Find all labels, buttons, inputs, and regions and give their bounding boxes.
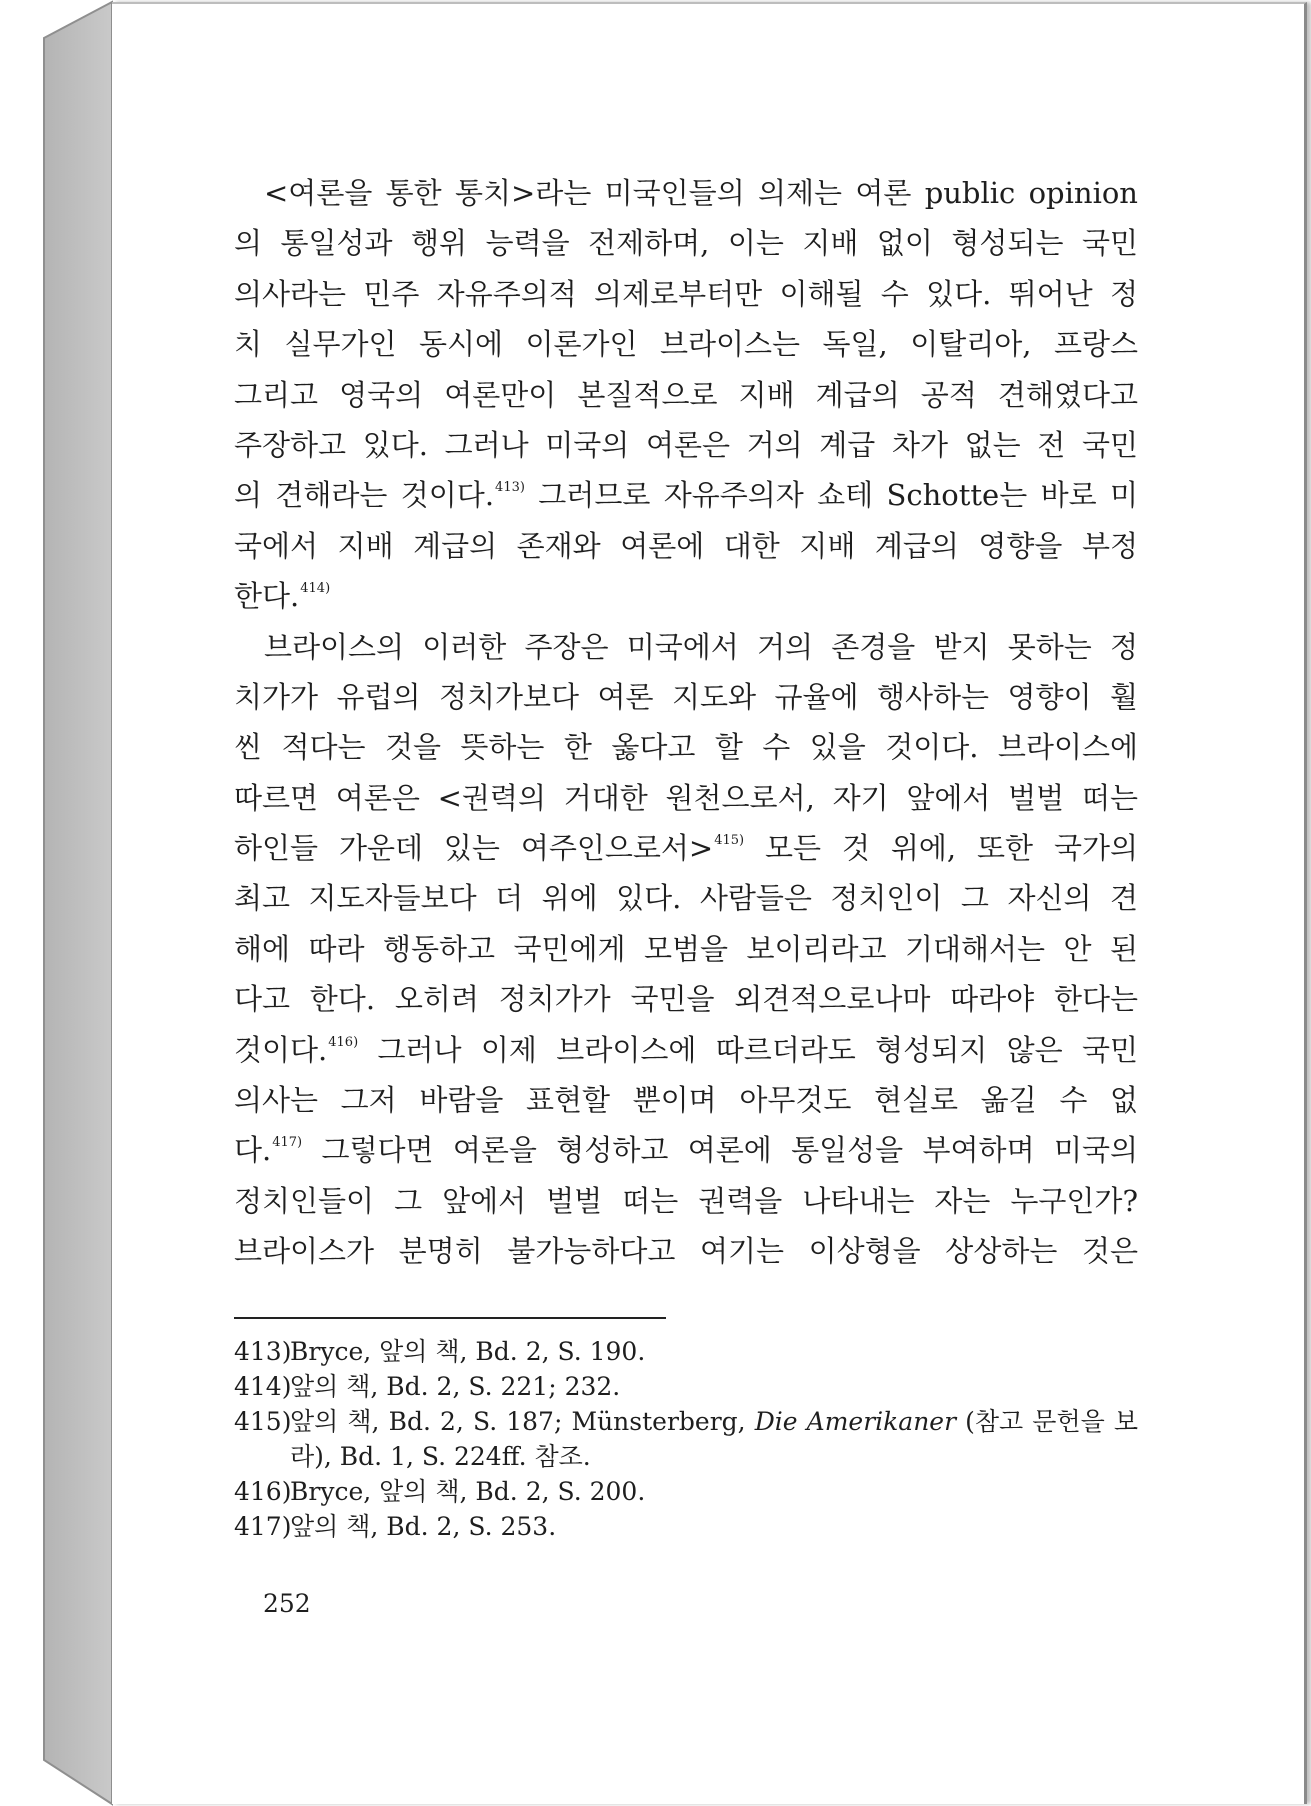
footnote-number: 416) <box>234 1477 292 1506</box>
text-segment: 한다. <box>234 579 300 614</box>
footnote-text: 라), Bd. 1, S. 224ff. 참조. <box>290 1442 591 1471</box>
text-line: 다고 한다. 오히려 정치가가 국민을 외견적으로나마 따라야 한다는 <box>234 982 1138 1017</box>
text-line <box>234 571 1138 621</box>
text-line: 최고 지도자들보다 더 위에 있다. 사람들은 정치인이 그 자신의 견 <box>234 881 1138 916</box>
footnote-416 <box>234 1474 1138 1509</box>
footnote-book-title: Die Amerikaner <box>754 1407 957 1436</box>
footnote-number: 413) <box>234 1337 292 1366</box>
text-line: 의사는 그저 바람을 표현할 뿐이며 아무것도 현실로 옮길 수 없 <box>234 1083 1138 1118</box>
text-line: 브라이스의 이러한 주장은 미국에서 거의 존경을 받지 못하는 정 <box>264 629 1138 664</box>
footnote-divider <box>234 1317 666 1319</box>
text-segment: 그러므로 자유주의자 쇼테 Schotte는 바로 미 <box>524 478 1138 513</box>
footnote-number: 417) <box>234 1512 292 1541</box>
footnote-ref-416: 416) <box>328 1034 359 1050</box>
text-line: 의사라는 민주 자유주의적 의제로부터만 이해될 수 있다. 뛰어난 정 <box>234 276 1138 311</box>
text-line <box>234 1025 1138 1075</box>
text-segment: 그러나 이제 브라이스에 따르더라도 형성되지 않은 국민 <box>358 1032 1138 1067</box>
page-number: 252 <box>263 1589 311 1618</box>
footnotes <box>234 1334 1138 1544</box>
footnote-text: (참고 문헌을 보 <box>956 1407 1138 1436</box>
footnote-text: 앞의 책, Bd. 2, S. 253. <box>290 1512 557 1541</box>
text-segment: 하인들 가운데 있는 여주인으로서> <box>234 831 714 866</box>
text-segment: 그렇다면 여론을 형성하고 여론에 통일성을 부여하며 미국의 <box>302 1133 1138 1168</box>
footnote-number: 414) <box>234 1372 292 1401</box>
text-line: <여론을 통한 통치>라는 미국인들의 의제는 여론 public opinion <box>264 176 1138 210</box>
footnote-415-continuation <box>234 1439 1138 1474</box>
footnote-413 <box>234 1334 1138 1369</box>
text-line <box>234 823 1138 873</box>
footnote-415 <box>234 1404 1138 1439</box>
text-line: 의 통일성과 행위 능력을 전제하며, 이는 지배 없이 형성되는 국민 <box>234 226 1138 261</box>
footnote-text: Bryce, 앞의 책, Bd. 2, S. 200. <box>290 1477 646 1506</box>
text-line: 국에서 지배 계급의 존재와 여론에 대한 지배 계급의 영향을 부정 <box>234 528 1138 563</box>
text-segment: 의 견해라는 것이다. <box>234 478 495 513</box>
text-line: 주장하고 있다. 그러나 미국의 여론은 거의 계급 차가 없는 전 국민 <box>234 427 1138 462</box>
text-line <box>234 1125 1138 1175</box>
body-text <box>234 168 1138 1277</box>
footnote-ref-415: 415) <box>714 833 745 849</box>
text-line: 해에 따라 행동하고 국민에게 모범을 보이리라고 기대해서는 안 된 <box>234 931 1138 966</box>
footnote-ref-414: 414) <box>300 581 331 597</box>
footnote-ref-417: 417) <box>272 1135 303 1151</box>
footnote-number: 415) <box>234 1407 292 1436</box>
text-segment: 것이다. <box>234 1032 328 1067</box>
text-line: 그리고 영국의 여론만이 본질적으로 지배 계급의 공적 견해였다고 <box>234 377 1138 412</box>
text-segment: 모든 것 위에, 또한 국가의 <box>744 831 1138 866</box>
text-line: 따르면 여론은 <권력의 거대한 원천으로서, 자기 앞에서 벌벌 떠는 <box>234 780 1138 815</box>
footnote-ref-413: 413) <box>495 480 525 496</box>
footnote-417 <box>234 1509 1138 1544</box>
text-line <box>234 470 1138 520</box>
footnote-text: 앞의 책, Bd. 2, S. 221; 232. <box>290 1372 621 1401</box>
footnote-414 <box>234 1369 1138 1404</box>
text-line: 치가가 유럽의 정치가보다 여론 지도와 규율에 행사하는 영향이 훨 <box>234 679 1138 714</box>
text-line: 씬 적다는 것을 뜻하는 한 옳다고 할 수 있을 것이다. 브라이스에 <box>234 730 1138 765</box>
text-line: 치 실무가인 동시에 이론가인 브라이스는 독일, 이탈리아, 프랑스 <box>234 327 1138 362</box>
footnote-text: Bryce, 앞의 책, Bd. 2, S. 190. <box>290 1337 646 1366</box>
footnote-text: 앞의 책, Bd. 2, S. 187; Münsterberg, <box>290 1407 755 1436</box>
text-segment: 다. <box>234 1133 272 1168</box>
text-line: 브라이스가 분명히 불가능하다고 여기는 이상형을 상상하는 것은 <box>234 1234 1138 1269</box>
text-line: 정치인들이 그 앞에서 벌벌 떠는 권력을 나타내는 자는 누구인가? <box>234 1183 1138 1218</box>
